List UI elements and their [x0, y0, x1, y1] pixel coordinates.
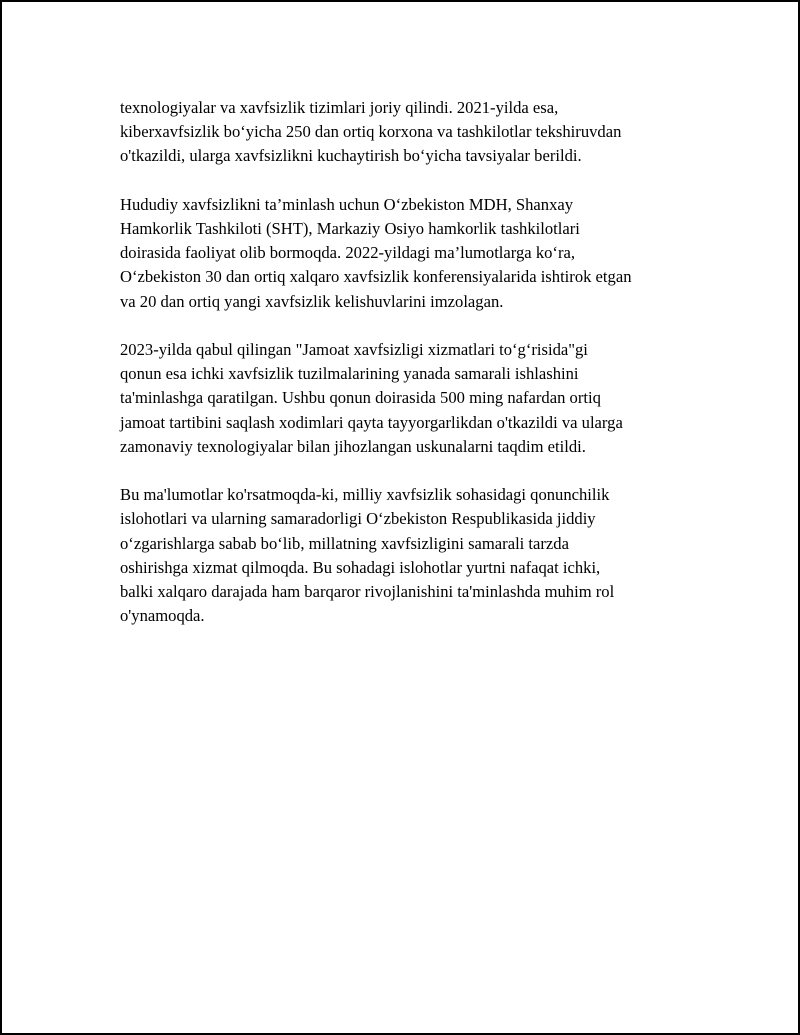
text-line: ta'minlashga qaratilgan. Ushbu qonun doirasida 500 ming nafardan ortiq [120, 388, 601, 408]
paragraph-technology-cybersecurity [120, 96, 710, 169]
text-line: balki xalqaro darajada ham barqaror rivojlanishini ta'minlashda muhim rol [120, 582, 615, 602]
text-line: texnologiyalar va xavfsizlik tizimlari joriy qilindi. 2021-yilda esa, [120, 98, 559, 117]
text-line: qonun esa ichki xavfsizlik tuzilmalarining yanada samarali ishlashini [120, 364, 579, 384]
text-line: o'ynamoqda. [120, 606, 205, 626]
text-line: Bu ma'lumotlar ko'rsatmoqda-ki, milliy xavfsizlik sohasidagi qonunchilik [120, 485, 610, 505]
text-line: kiberxavfsizlik bo‘yicha 250 dan ortiq korxona va tashkilotlar tekshiruvdan [120, 122, 622, 142]
paragraph-conclusion [120, 483, 710, 628]
text-line: o‘zgarishlarga sabab bo‘lib, millatning xavfsizligini samarali tarzda [120, 533, 569, 553]
text-line: oshirishga xizmat qilmoqda. Bu sohadagi islohotlar yurtni nafaqat ichki, [120, 557, 601, 577]
paragraph-regional-security [120, 193, 710, 314]
text-line: 2023-yilda qabul qilingan "Jamoat xavfsizligi xizmatlari to‘g‘risida"gi [120, 340, 588, 359]
paragraph-public-security-law [120, 338, 710, 459]
text-line: Hamkorlik Tashkiloti (SHT), Markaziy Osiyo hamkorlik tashkilotlari [120, 219, 580, 238]
text-line: O‘zbekiston 30 dan ortiq xalqaro xavfsizlik konferensiyalarida ishtirok etgan [120, 267, 632, 287]
text-line: zamonaviy texnologiyalar bilan jihozlangan uskunalarni taqdim etildi. [120, 436, 586, 456]
text-line: Hududiy xavfsizlikni ta’minlash uchun O‘zbekiston MDH, Shanxay [120, 194, 574, 214]
text-line: islohotlari va ularning samaradorligi O‘zbekiston Respublikasida jiddiy [120, 509, 596, 529]
text-line: jamoat tartibini saqlash xodimlari qayta tayyorgarlikdan o'tkazildi va ularga [120, 412, 623, 432]
text-line: doirasida faoliyat olib bormoqda. 2022-yildagi ma’lumotlarga ko‘ra, [120, 243, 575, 263]
text-line: va 20 dan ortiq yangi xavfsizlik kelishuvlarini imzolagan. [120, 291, 504, 311]
text-line: o'tkazildi, ularga xavfsizlikni kuchaytirish bo‘yicha tavsiyalar berildi. [120, 146, 582, 166]
document-body [120, 96, 710, 653]
